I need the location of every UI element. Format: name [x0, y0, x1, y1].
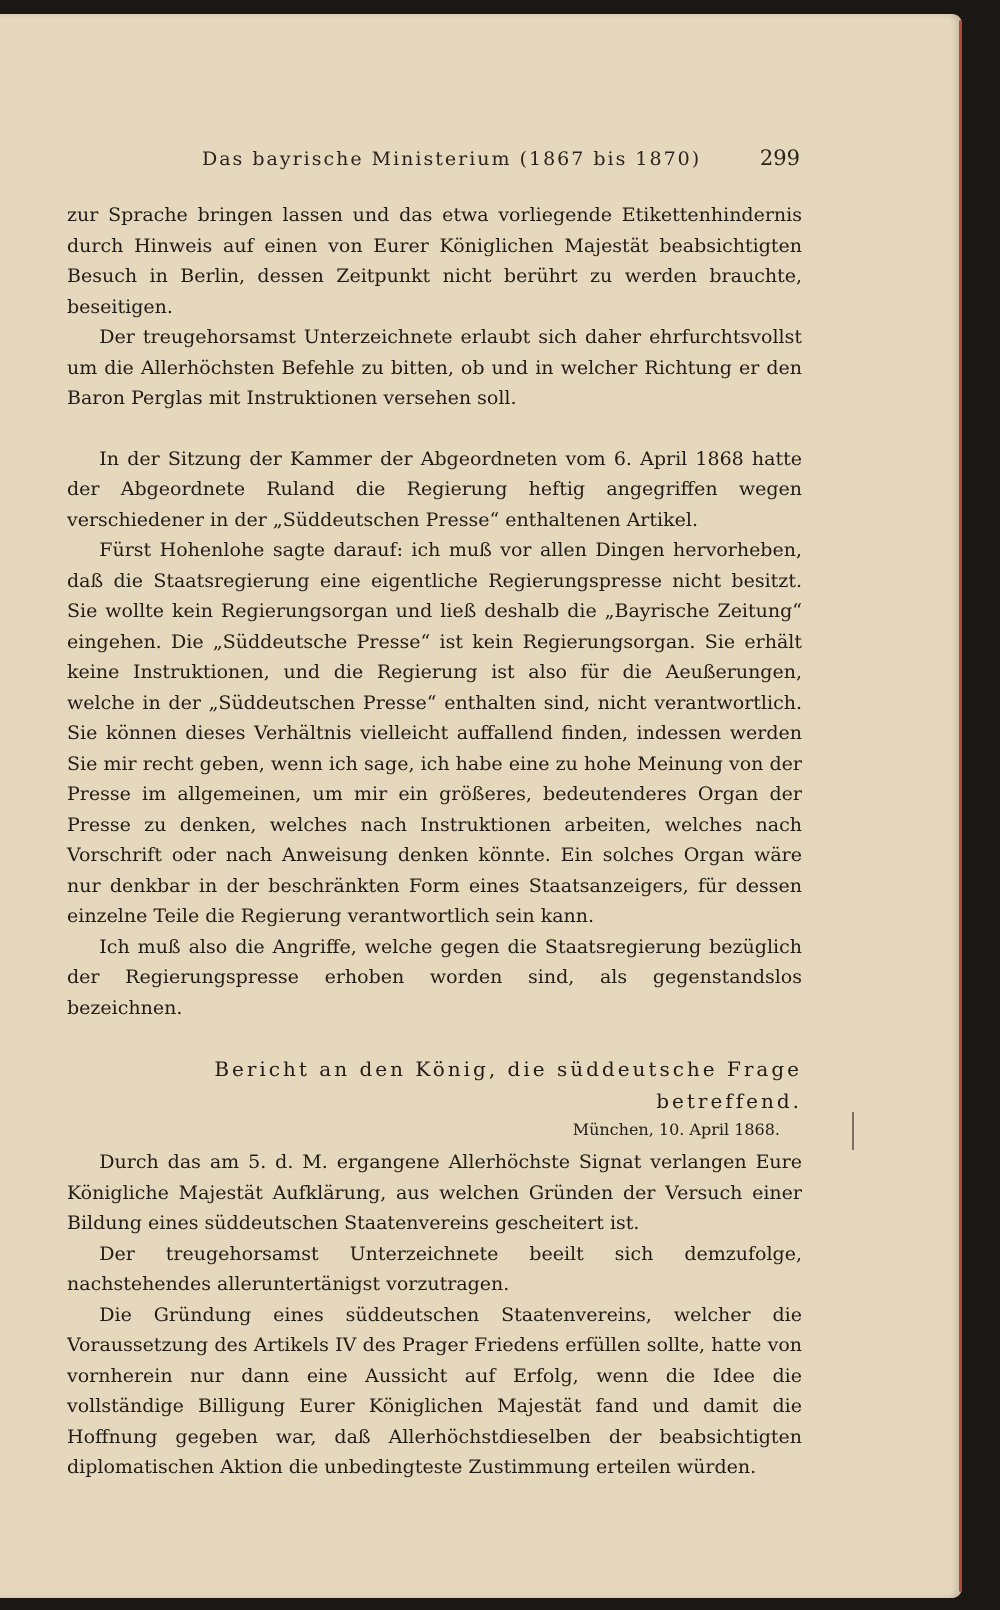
- section-heading: Bericht an den König, die süddeutsche Frage betreffend.: [214, 1057, 802, 1113]
- section-gap: [67, 1023, 802, 1053]
- dateline: München, 10. April 1868.: [572, 1120, 780, 1139]
- page-number: 299: [759, 146, 800, 170]
- paragraph-report: Der treugehorsamst Unterzeichnete beeilt sich demzufolge, nachstehendes alleruntertänigst vorzutragen.: [67, 1242, 802, 1295]
- running-title: Das bayrische Ministerium (1867 bis 1870): [202, 148, 702, 170]
- paragraph-speech: Fürst Hohenlohe sagte darauf: ich muß vor allen Dingen hervorheben, daß die Staatsregierung eine eigentliche Regierungspresse nicht besitzt. Sie wollte kein Regierungsorgan und ließ deshalb die „Bayrische Zeitung“ eingehen. Die „Süddeutsche Presse“ ist kein Regierungsorgan. Sie erhält keine Instruktionen, und die Regierung ist also für die Aeußerungen, welche in der „Süddeutschen Presse“ enthalten sind, nicht verantwortlich. Sie können dieses Verhältnis vielleicht auffallend finden, indessen werden Sie mir recht geben, wenn ich sage, ich habe eine zu hohe Meinung von der Presse im allgemeinen, um mir ein größeres, bedeutenderes Organ der Presse zu denken, welches nach Instruktionen arbeiten, welches nach Vorschrift oder nach Anweisung denken könnte. Ein solches Organ wäre nur denkbar in der beschränkten Form eines Staatsanzeigers, für dessen einzelne Teile die Regierung verantwortlich sein kann.: [67, 539, 802, 927]
- section-gap: [67, 414, 802, 444]
- paragraph-request: Der treugehorsamst Unterzeichnete erlaubt sich daher ehrfurchtsvollst um die Allerhöchsten Befehle zu bitten, ob und in welcher Richtung er den Baron Perglas mit Instruktionen versehen soll.: [67, 326, 802, 409]
- margin-mark: [852, 1112, 854, 1150]
- paragraph-founding: Die Gründung eines süddeutschen Staatenvereins, welcher die Voraussetzung des Artikels IV des Prager Friedens erfüllen sollte, hatte von vornherein nur dann eine Aussicht auf Erfolg, wenn die Idee die vollständige Billigung Eurer Königlichen Majestät fand und damit die Hoffnung gegeben war, daß Allerhöchstdieselben der beabsichtigten diplomatischen Aktion die unbedingteste Zustimmung erteilen würden.: [67, 1303, 802, 1478]
- paragraph-conclusion: Ich muß also die Angriffe, welche gegen die Staatsregierung bezüglich der Regierungspresse erhoben worden sind, als gegenstandslos bezeichnen.: [67, 935, 802, 1019]
- page-body: [67, 200, 802, 1483]
- page-header: [202, 142, 800, 178]
- paragraph-continuation: zur Sprache bringen lassen und das etwa vorliegende Etikettenhindernis durch Hinweis auf einen von Eurer Königlichen Majestät beabsichtigten Besuch in Berlin, dessen Zeitpunkt nicht berührt zu werden brauchte, beseitigen.: [67, 204, 802, 318]
- book-page: [0, 14, 962, 1598]
- paragraph-signat: Durch das am 5. d. M. ergangene Allerhöchste Signat verlangen Eure Königliche Majestät Aufklärung, aus welchen Gründen der Versuch einer Bildung eines süddeutschen Staatenvereins gescheitert ist.: [67, 1151, 802, 1234]
- paragraph-session: In der Sitzung der Kammer der Abgeordneten vom 6. April 1868 hatte der Abgeordnete Ruland die Regierung heftig angegriffen wegen verschiedener in der „Süddeutschen Presse“ enthaltenen Artikel.: [67, 447, 802, 531]
